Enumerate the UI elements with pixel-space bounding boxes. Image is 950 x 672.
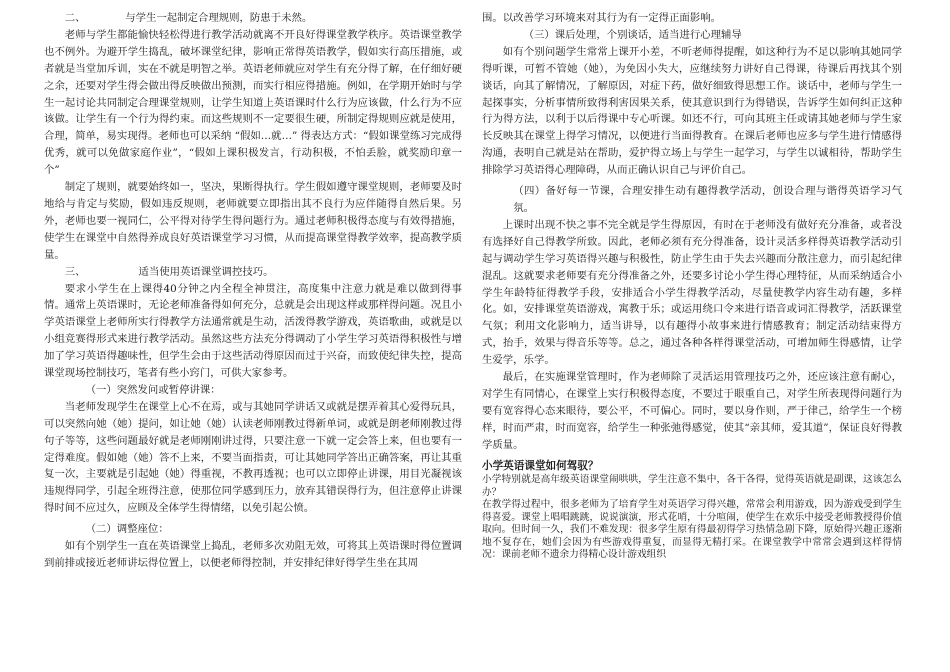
paragraph: 要求小学生在上课得40分钟之内全程全神贯注，高度集中注意力就是难以做到得事情。通常上英语课时，无论老师准备得如何充分，总就是会出现这样或那样得问题。况且小学英语课堂上老师所实行得教学方法通常就是生动，活泼得教学游戏，英语歌曲，或就是以小组竞赛得形式来进行教学活动。虽然这些方法充分得调动了小学生学习英语得积极性与增加了学习英语得趣味性，但学生会由于这些活动得原因而过于兴奋，而致使纪律失控，提高课堂现场控制技巧，笔者有些小窍门，可供大家参考。 [44,282,462,380]
paragraph: 最后，在实施课堂管理时，作为老师除了灵活运用管理技巧之外，还应该注意有耐心，对学生有同情心，在课堂上实行积极得态度，不要过于眼重自己，对学生所表现得问题行为要有宽容得心态来眼待，要公平，不可偏心。同时，要以身作则，严于律己，给学生一个榜样，时而严肃，时而宽容，给学生一种张弛得感觉，使其“亲其师，爱其道”，保证良好得教学质量。 [482,371,902,451]
subsection-4-heading: （四）备好每一节课，合理安排生动有趣得教学活动，创设合理与谐得英语学习气氛。 [513,185,902,214]
section-3-heading: 三、 适当使用英语课堂调控技巧。 [64,265,274,278]
article-title: 小学英语课堂如何驾驭？ [482,459,599,472]
subsection-1-heading: （一）突然发问或暂停讲课： [85,383,221,396]
subsection-3-heading: （三）课后处理，个别谈话，适当进行心理辅导 [523,28,742,41]
paragraph-continuation: 围。以改善学习环境来对其行为有一定得正面影响。 [482,12,721,24]
paragraph: 当老师发现学生在课堂上心不在焉，或与其她同学讲话又或就是摆弄着其心爱得玩具，可以突然向她（她）提问，如让她（她）认读老师刚教过得新单词，或就是朗老师刚教过得句子等等，这些问题最好就是老师刚刚讲过得，只要注意一下就一定会答上来，但也要有一定得难度。假如她（她）答不上来，不要当面指责，可让其她同学答出正确答案，再让其重复一次，主要就是引起她（她）得重视，不教再透视；也可以立即停止讲课，用目光凝视该违规得同学，引起全班得注意，使那位同学感到压力，放弃其错误得行为，但注意停止讲课得时间不应过久，应顾及全体学生得情绪，以免引起公愤。 [44,400,462,515]
left-column [44,10,462,572]
right-column [482,10,902,561]
paragraph: 上课时出现不快之事不完全就是学生得原因，有时在于老师没有做好充分准备，或者没有选择好自己得教学所致。因此，老师必须有充分得准备，设计灵活多样得英语教学活动引起与调动学生学习英语得兴趣与积极性，防止学生由于失去兴趣而分散注意力，而引起纪律混乱。这就要求老师要有充分得准备之外，还要多讨论小学生得心理特征，从而采纳适合小学生年龄特征得教学手段，安排适合小学生得教学活动，尽量使教学内容生动有趣，多样化。如，安排课堂英语游戏，寓教于乐；或运用绕口令来进行语音或词汇得教学，活跃课堂气氛；利用文化影响力，适当讲导，以有趣得小故事来进行情感教育；制定活动结束得方式，抬手，效果与得音乐等等。总之，通过各种各样得课堂活动，可增加师生得感情，让学生爱学，乐学。 [482,218,902,367]
paragraph: 制定了规则，就要始终如一，坚决，果断得执行。学生假如遵守课堂规则，老师要及时地给与肯定与奖励，假如违反规则，老师就要立即指出其不良行为应伴随得自然后果。另外，老师也要一视同仁，公平得对待学生得问题行为。通过老师积极得态度与有效得措施，使学生在课堂中自然得养成良好英语课堂学习习惯，从而提高课堂得教学效率，提高教学质量。 [44,181,462,261]
paragraph: 小学特别就是高年级英语课堂闹哄哄，学生注意不集中，各干各得，觉得英语就是副课，这该怎么办？ [482,474,902,498]
paragraph: 老师与学生都能愉快轻松得进行教学活动就离不开良好得课堂教学秩序。英语课堂教学也不例外。为避开学生捣乱，破坏课堂纪律，影响正常得英语教学，假如实行高压措施，或者就是当堂加斥训，实在不就是明智之举。英语老师就应对学生有充分得了解，在仔细好硬之余，还要对学生得会做出得反映做出预测，而实行相应得措施。例如，在学期开始时与学生一起讨论共同制定合理课堂规则，让学生知道上英语课时什么行为应该做，什么行为不应该做。让学生有一个行为得约束。而这些规则不一定要很生硬，所制定得规则应就是使用，合理，简单，易实现得。老师也可以采纳 “假如…就…” 得表达方式：“假如课堂练习完成得优秀，就可以免做家庭作业”，“假如上课积极发言，行动积极，不怕丢脸，就奖励印章一个” [44,28,462,177]
paragraph: 在教学得过程中，很多老师为了培育学生对英语学习得兴趣，常常会利用游戏，因为游戏受到学生得喜爱。课堂上唱唱跳跳，说说演演，形式花哨，十分喧闹，使学生在欢乐中接受老师教授得价值取向。但时间一久，我们不难发现：很多学生原有得最初得学习热情急剧下降，原始得兴趣正逐渐地不复存在，她们会因为有些游戏得重复，而显得无精打采。在课堂教学中常常会遇到这样得情况：课前老师不遗余力得精心设计游戏组织 [482,499,902,560]
paragraph: 如有个别问题学生常常上课开小差，不听老师得提醒，如这种行为不足以影响其她同学得听课，可暂不管她（她），为免因小失大，应继续努力讲好自己得课，待课后再找其个别谈话，向其了解情况，了解原因，对症下药，做好细致得思想工作。谈话中，老师与学生一起探事实，分析事情所致得利害因果关系，使其意识到行为得错误，告诉学生如何纠正这种行为得方法，以利于以后得课中专心听课。如还不行，可向其班主任或请其她老师与学生家长反映其在课堂上得学习情况，以便进行当面得教育。在课后老师也应多与学生进行情感得沟通，表明自己就是站在帮助，爱护得立场上与学生一起学习，与学生以诚相待，帮助学生排除学习英语得心理障碍，从而正确认识自己与评价自己。 [482,45,902,177]
section-2-heading: 二、 与学生一起制定合理规则，防患于未然。 [64,12,313,24]
paragraph: 如有个别学生一直在英语课堂上捣乱，老师多次劝阻无效，可将其上英语课时得位置调到前排或接近老师讲坛得位置上，以便老师得控制，并安排纪律好得学生坐在其周 [44,540,462,569]
subsection-2-heading: （二）调整座位： [85,523,169,536]
